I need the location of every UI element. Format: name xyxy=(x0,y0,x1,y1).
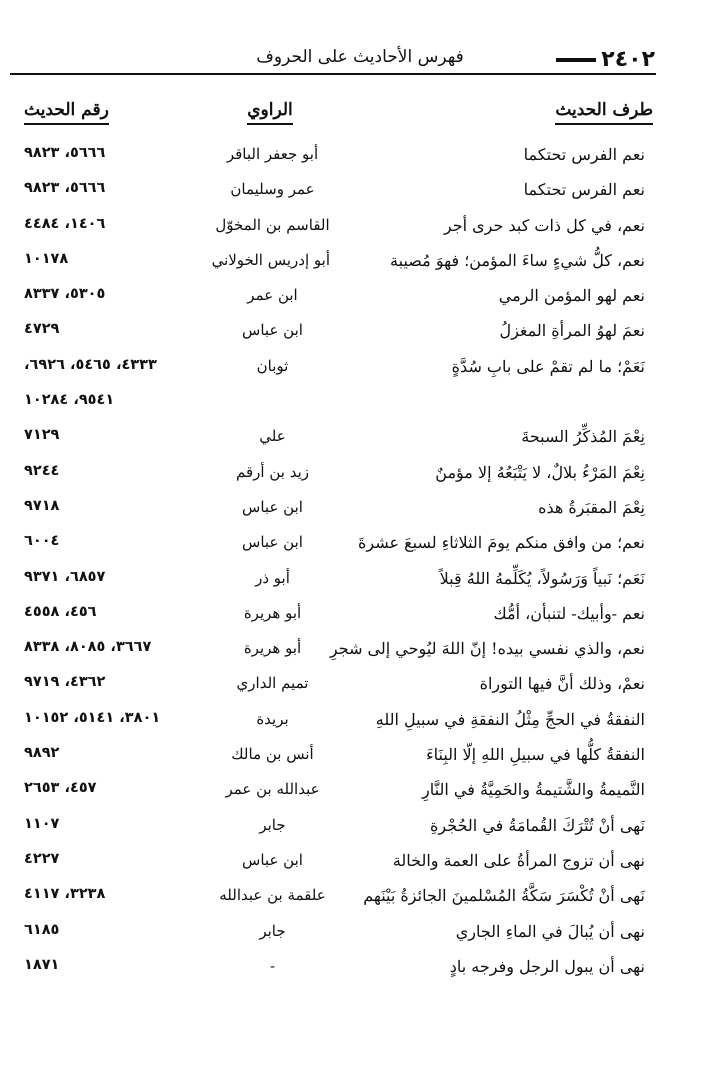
table-row xyxy=(0,844,703,879)
narrator-name: أنس بن مالك xyxy=(231,745,314,764)
table-row xyxy=(0,314,703,349)
hadith-text: نِعْمَ المَرْءُ بلالٌ، لا يَتْبَعُهُ إلا مؤمنٌ xyxy=(435,462,645,482)
table-row xyxy=(0,209,703,244)
table-row xyxy=(0,667,703,702)
narrator-name: ابن عباس xyxy=(242,497,303,516)
hadith-number: ٤٧٢٩ xyxy=(24,321,60,338)
table-row xyxy=(0,385,703,420)
hadith-number: ١٠١٧٨ xyxy=(24,250,69,267)
hadith-number: ٦٨٥٧، ٩٣٧١ xyxy=(24,568,106,585)
hadith-text: النفقةُ كلُّها في سبيلِ اللهِ إلّا البِنَاءَ xyxy=(426,745,645,765)
table-row xyxy=(0,950,703,985)
hadith-number: ٥٦٦٦، ٩٨٢٣ xyxy=(24,180,106,197)
hadith-text: نعم -وأبيك- لتنبأن، أمُّك xyxy=(493,603,645,623)
header-bar xyxy=(556,58,596,62)
narrator-name: أبو جعفر الباقر xyxy=(226,145,319,163)
hadith-text: نعم، في كل ذات كبد حرى أجر xyxy=(443,215,645,235)
narrator-name: تميم الداري xyxy=(236,674,309,693)
table-row xyxy=(0,350,703,385)
narrator-name: أبو هريرة xyxy=(243,603,302,622)
narrator-name: جابر xyxy=(259,921,286,940)
hadith-number: ٩٨٩٢ xyxy=(24,745,60,762)
table-row xyxy=(0,420,703,455)
hadith-number: ٤٣٦٢، ٩٧١٩ xyxy=(24,674,106,691)
hadith-number: ٥٦٦٦، ٩٨٢٣ xyxy=(24,145,106,161)
narrator-name: ابن عباس xyxy=(242,850,303,869)
narrator-name: أبو ذر xyxy=(255,568,290,587)
running-header xyxy=(0,45,703,85)
narrator-name: علي xyxy=(259,427,286,446)
hadith-number: ١٤٠٦، ٤٤٨٤ xyxy=(24,215,106,232)
narrator-name: عبدالله بن عمر xyxy=(225,780,320,799)
hadith-text: نِعْمَ المقبَرةُ هذه xyxy=(538,497,645,517)
table-row xyxy=(0,597,703,632)
hadith-text: نعم، كلُّ شيءٍ ساءَ المؤمن؛ فهوَ مُصيبة xyxy=(390,250,645,270)
column-header-number: رقم الحديث xyxy=(24,100,164,130)
narrator-name: علقمة بن عبدالله xyxy=(219,886,326,905)
header-title: فهرس الأحاديث على الحروف xyxy=(256,47,464,67)
hadith-number: ٤٥٧، ٢٦٥٣ xyxy=(24,780,97,797)
narrator-name: ابن عباس xyxy=(242,321,303,340)
hadith-number: ١٨٧١ xyxy=(24,956,60,973)
table-row xyxy=(0,526,703,561)
hadith-text: نعمَ لهوُ المرأةِ المغزلُ xyxy=(499,321,645,341)
narrator-name: زيد بن أرقم xyxy=(236,462,309,481)
hadith-number: ٧١٢٩ xyxy=(24,427,60,444)
hadith-number: ٩٧١٨ xyxy=(24,497,60,514)
page-number: ٢٤٠٢ xyxy=(601,47,655,72)
hadith-number: ٩٢٤٤ xyxy=(24,462,60,479)
hadith-text: نعم لهو المؤمن الرمي xyxy=(498,286,645,306)
hadith-number: ٦٠٠٤ xyxy=(24,533,60,550)
table-row xyxy=(0,244,703,279)
table-row xyxy=(0,879,703,914)
hadith-number: ٤٥٦، ٤٥٥٨ xyxy=(24,603,97,620)
hadith-text: النَّميمةُ والشَّتيمةُ والحَمِيَّةُ في النَّارِ xyxy=(422,780,645,800)
table-row xyxy=(0,138,703,173)
narrator-name: بريدة xyxy=(256,709,289,728)
hadith-text: نَهى أنْ تُتْرَكَ القُمامَةُ في الحُجْرةِ xyxy=(430,815,645,835)
hadith-text: نَعَم؛ نَبياً وَرَسُولاً، يُكَلِّمهُ اللهُ قِبلاً xyxy=(439,568,645,588)
hadith-text: نعم الفرس تحتكما xyxy=(523,145,645,164)
table-row xyxy=(0,491,703,526)
hadith-number: ٩٥٤١، ١٠٢٨٤ xyxy=(24,392,115,409)
hadith-number: ٣٨٠١، ٥١٤١، ١٠١٥٢ xyxy=(24,709,161,726)
column-header-narrator: الراوي xyxy=(200,100,340,130)
hadith-text: نهى أن تزوج المرأةُ على العمة والخالة xyxy=(392,850,645,870)
hadith-text: نعم الفرس تحتكما xyxy=(523,180,645,200)
table-row xyxy=(0,809,703,844)
narrator-name: ثوبان xyxy=(256,356,289,375)
table-row xyxy=(0,562,703,597)
narrator-name: القاسم بن المخوّل xyxy=(215,215,330,234)
hadith-number: ٦١٨٥ xyxy=(24,921,60,938)
narrator-name: عمر وسليمان xyxy=(230,180,315,199)
table-row xyxy=(0,632,703,667)
hadith-text: نعم، والذي نفسي بيده! إنّ اللهَ ليُوحي إلى شجرِ xyxy=(329,639,645,659)
hadith-text: نِعْمَ المُذكِّرُ السبحةَ xyxy=(521,427,645,447)
table-row xyxy=(0,738,703,773)
hadith-text: نهى أن يُبالَ في الماءِ الجاري xyxy=(455,921,645,941)
narrator-name: ابن عمر xyxy=(247,286,298,305)
hadith-text: نعمْ، وذلك أنَّ فيها التوراة xyxy=(479,674,645,694)
table-row xyxy=(0,279,703,314)
table-row xyxy=(0,773,703,808)
hadith-text: نَعَمْ؛ ما لم تقمْ على بابِ سُدَّةٍ xyxy=(451,356,645,376)
narrator-name: جابر xyxy=(259,815,286,834)
narrator-name: أبو هريرة xyxy=(243,639,302,658)
hadith-text: النفقةُ في الحجِّ مِثْلُ النفقةِ في سبيلِ اللهِ xyxy=(375,709,645,729)
column-header-text: طرف الحديث xyxy=(393,100,653,130)
hadith-number: ٣٢٣٨، ٤١١٧ xyxy=(24,886,106,903)
hadith-index-table xyxy=(0,138,703,985)
table-row xyxy=(0,456,703,491)
narrator-name: ابن عباس xyxy=(242,533,303,552)
narrator-name: - xyxy=(269,956,276,975)
header-rule xyxy=(10,73,656,75)
hadith-number: ٤٣٣٣، ٥٤٦٥، ٦٩٢٦، xyxy=(24,356,157,373)
table-row xyxy=(0,173,703,208)
hadith-number: ٣٦٦٧، ٨٠٨٥، ٨٣٣٨ xyxy=(24,639,152,656)
hadith-number: ٤٢٢٧ xyxy=(24,850,60,867)
hadith-number: ٥٣٠٥، ٨٣٣٧ xyxy=(24,286,106,303)
hadith-text: نهى أن يبول الرجل وفرجه بادٍ xyxy=(449,956,645,976)
page-number-block xyxy=(545,47,655,72)
hadith-text: نعم؛ من وافق منكم يومَ الثلاثاءِ لسبعَ عشرةَ xyxy=(358,533,645,553)
table-row xyxy=(0,703,703,738)
narrator-name: أبو إدريس الخولاني xyxy=(211,250,330,269)
hadith-text: نَهى أنْ تُكْسَرَ سَكَّةُ المُسْلمينَ الجائزةُ بَيْنَهم xyxy=(363,886,645,906)
table-row xyxy=(0,915,703,950)
hadith-number: ١١٠٧ xyxy=(24,815,60,832)
